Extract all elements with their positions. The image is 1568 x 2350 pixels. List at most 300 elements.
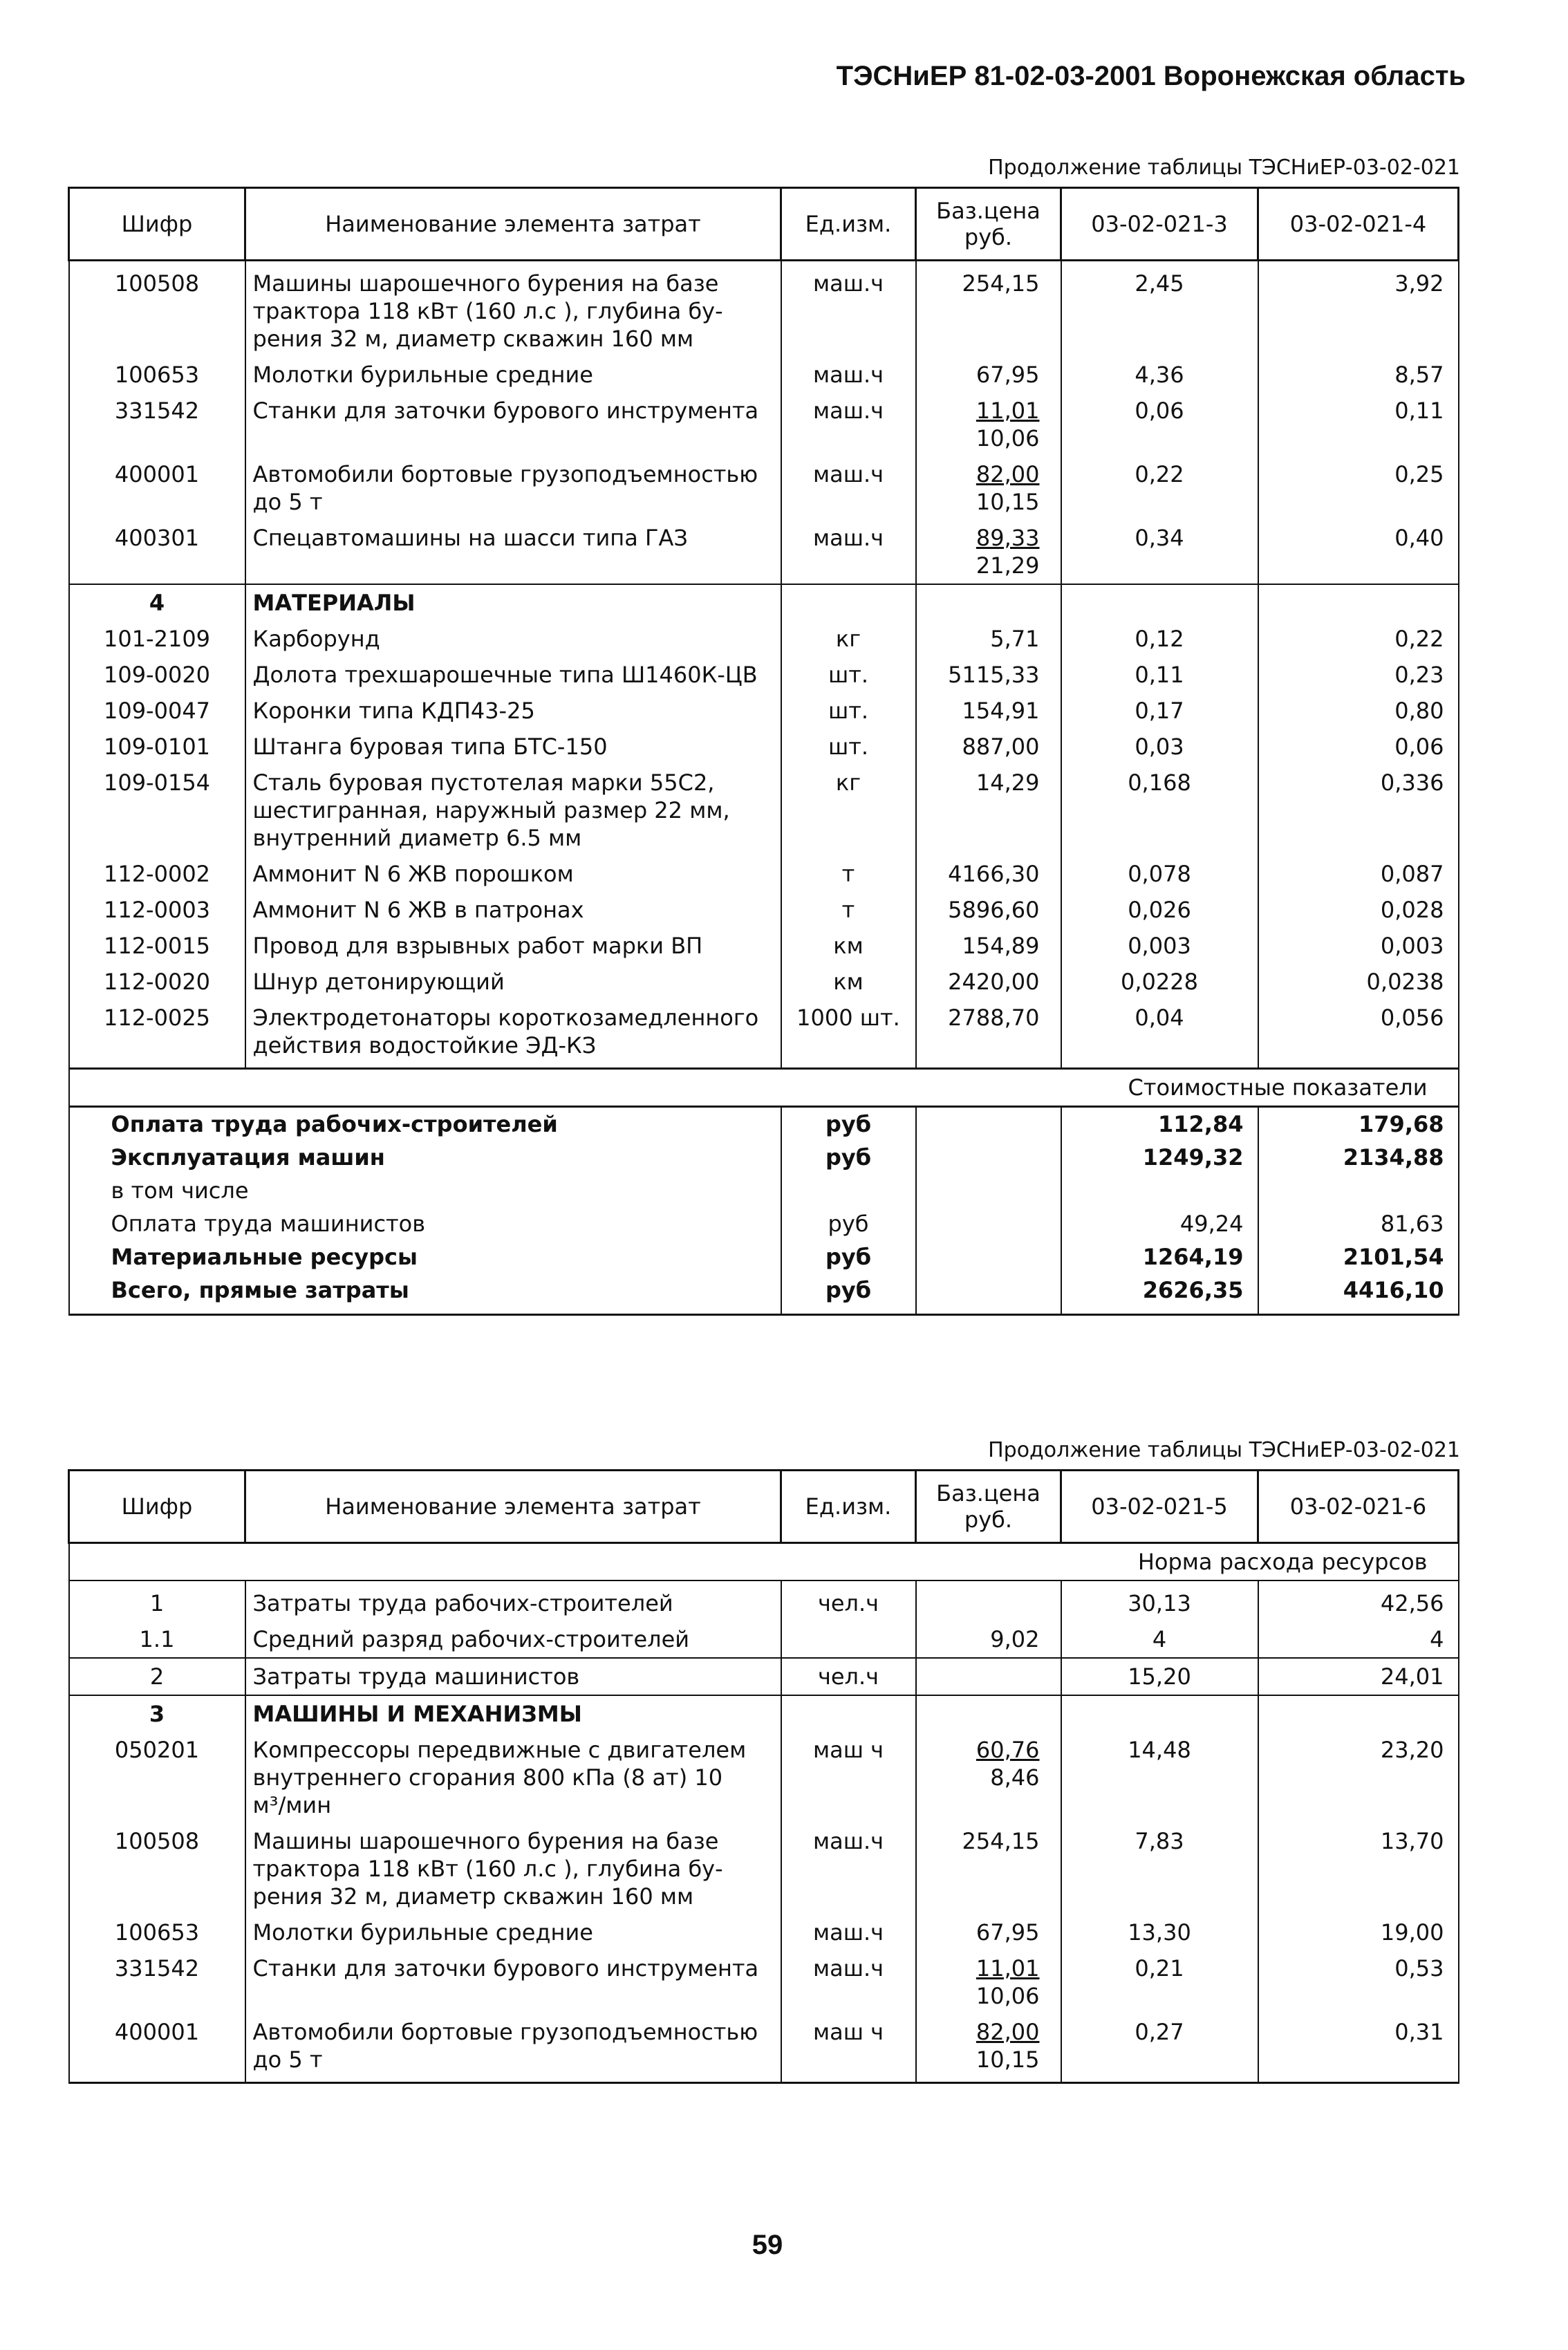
price-cell — [916, 892, 1061, 928]
norm-cell-1: 30,13 — [1061, 1580, 1258, 1621]
summary-unit: руб — [781, 1107, 916, 1141]
norm-cell-1: 2,45 — [1061, 261, 1258, 357]
price-wage-value: 10,06 — [976, 1983, 1040, 2009]
code-cell: 112-0015 — [69, 928, 245, 964]
price-value: 254,15 — [962, 1828, 1040, 1854]
name-cell — [245, 1621, 781, 1658]
summary-unit: руб — [781, 1141, 916, 1174]
code-cell: 400301 — [69, 520, 245, 584]
resource-table-2 — [68, 1469, 1459, 2084]
table-caption-2: Продолжение таблицы ТЭСНиЕР-03-02-021 — [988, 1438, 1460, 1462]
norm-cell-1 — [1061, 584, 1258, 621]
unit-cell: шт. — [781, 657, 916, 693]
norm-cell-2: 0,028 — [1258, 892, 1459, 928]
name-cell — [245, 2014, 781, 2083]
norm-cell-1: 0,0228 — [1061, 964, 1258, 1000]
code-cell: 112-0025 — [69, 1000, 245, 1069]
price-value: 254,15 — [962, 270, 1040, 297]
price-cell — [916, 393, 1061, 456]
summary-price — [916, 1207, 1061, 1240]
price-cell — [916, 693, 1061, 729]
name-cell — [245, 892, 781, 928]
norm-section-title: Норма расхода ресурсов — [69, 1543, 1459, 1581]
table-row — [69, 892, 1459, 928]
unit-cell: маш ч — [781, 1732, 916, 1823]
unit-cell: кг — [781, 765, 916, 856]
norm-cell-1: 15,20 — [1061, 1658, 1258, 1695]
code-cell: 100508 — [69, 1823, 245, 1914]
norm-cell-2: 0,056 — [1258, 1000, 1459, 1069]
col-header-code: Шифр — [69, 1471, 245, 1543]
code-cell: 101-2109 — [69, 621, 245, 657]
summary-value-2: 2101,54 — [1258, 1240, 1459, 1274]
norm-cell-2: 0,31 — [1258, 2014, 1459, 2083]
table-row — [69, 693, 1459, 729]
unit-cell: чел.ч — [781, 1658, 916, 1695]
name-cell — [245, 1658, 781, 1695]
code-cell: 331542 — [69, 393, 245, 456]
norm-cell-2: 0,80 — [1258, 693, 1459, 729]
col-header-price-line1: Баз.цена — [936, 1480, 1040, 1507]
name-cell — [245, 657, 781, 693]
name-cell — [245, 621, 781, 657]
norm-cell-2: 0,087 — [1258, 856, 1459, 892]
price-cell — [916, 1621, 1061, 1658]
norm-section — [69, 1543, 1459, 1581]
norm-cell-2: 0,003 — [1258, 928, 1459, 964]
unit-cell — [781, 1621, 916, 1658]
document-header: ТЭСНиЕР 81-02-03-2001 Воронежская область — [836, 61, 1466, 91]
col-header-price-line2: руб. — [964, 224, 1013, 250]
name-line: Провод для взрывных работ марки ВП — [252, 933, 703, 959]
name-cell — [245, 1732, 781, 1823]
norm-cell-1: 0,34 — [1061, 520, 1258, 584]
name-line: Компрессоры передвижные с двигателем — [252, 1737, 747, 1763]
code-cell: 112-0002 — [69, 856, 245, 892]
name-cell — [245, 357, 781, 393]
name-cell — [245, 393, 781, 456]
norm-cell-1: 4,36 — [1061, 357, 1258, 393]
price-cell — [916, 928, 1061, 964]
price-cell — [916, 261, 1061, 357]
name-cell — [245, 584, 781, 621]
summary-label: Оплата труда рабочих-строителей — [69, 1107, 781, 1141]
name-line: Автомобили бортовые грузоподъемностью — [252, 461, 758, 487]
norm-cell-1: 0,27 — [1061, 2014, 1258, 2083]
name-line: Аммонит N 6 ЖВ в патронах — [252, 897, 584, 923]
summary-value-1: 112,84 — [1061, 1107, 1258, 1141]
unit-cell: маш.ч — [781, 393, 916, 456]
table-row — [69, 1823, 1459, 1914]
norm-cell-1: 0,22 — [1061, 456, 1258, 520]
price-value: 2788,70 — [948, 1005, 1040, 1031]
col-header-norm-2: 03-02-021-4 — [1258, 188, 1459, 261]
price-value: 154,89 — [962, 933, 1040, 959]
table-row — [69, 1914, 1459, 1950]
table-row — [69, 393, 1459, 456]
unit-cell: чел.ч — [781, 1580, 916, 1621]
col-header-unit: Ед.изм. — [781, 188, 916, 261]
price-cell — [916, 1732, 1061, 1823]
name-cell — [245, 1914, 781, 1950]
unit-cell: шт. — [781, 693, 916, 729]
name-line: Сталь буровая пустотелая марки 55С2, — [252, 770, 715, 796]
col-header-name: Наименование элемента затрат — [245, 188, 781, 261]
price-value: 11,01 — [976, 1955, 1040, 1981]
unit-cell: шт. — [781, 729, 916, 765]
price-value: 89,33 — [976, 525, 1040, 551]
price-cell — [916, 657, 1061, 693]
price-cell — [916, 1695, 1061, 1732]
price-cell — [916, 2014, 1061, 2083]
col-header-norm-2: 03-02-021-6 — [1258, 1471, 1459, 1543]
summary-value-2: 81,63 — [1258, 1207, 1459, 1240]
price-value: 887,00 — [962, 734, 1040, 760]
norm-cell-2: 4 — [1258, 1621, 1459, 1658]
name-line: Коронки типа КДП43-25 — [252, 698, 535, 724]
summary-row — [69, 1274, 1459, 1315]
col-header-norm-1: 03-02-021-5 — [1061, 1471, 1258, 1543]
table-row — [69, 621, 1459, 657]
code-cell: 109-0020 — [69, 657, 245, 693]
norm-cell-2: 0,11 — [1258, 393, 1459, 456]
table-row — [69, 456, 1459, 520]
price-cell — [916, 856, 1061, 892]
norm-cell-2: 0,23 — [1258, 657, 1459, 693]
summary-label: Эксплуатация машин — [69, 1141, 781, 1174]
section-row — [69, 1543, 1459, 1581]
norm-cell-1: 0,11 — [1061, 657, 1258, 693]
unit-cell: маш.ч — [781, 1823, 916, 1914]
name-line: МАШИНЫ И МЕХАНИЗМЫ — [252, 1701, 582, 1727]
name-cell — [245, 765, 781, 856]
name-line: трактора 118 кВт (160 л.с ), глубина бу- — [252, 1856, 723, 1882]
norm-cell-2: 24,01 — [1258, 1658, 1459, 1695]
code-cell: 100653 — [69, 357, 245, 393]
name-cell — [245, 928, 781, 964]
price-value: 5115,33 — [948, 662, 1040, 688]
name-line: Станки для заточки бурового инструмента — [252, 1955, 759, 1981]
price-cell — [916, 520, 1061, 584]
resource-table — [68, 187, 1459, 1316]
summary-label: Материальные ресурсы — [69, 1240, 781, 1274]
price-value: 2420,00 — [948, 969, 1040, 995]
name-line: рения 32 м, диаметр скважин 160 мм — [252, 326, 694, 352]
price-value: 60,76 — [976, 1737, 1040, 1763]
col-header-name: Наименование элемента затрат — [245, 1471, 781, 1543]
name-line: Средний разряд рабочих-строителей — [252, 1626, 690, 1652]
unit-cell — [781, 1695, 916, 1732]
norm-cell-2: 0,53 — [1258, 1950, 1459, 2014]
price-cell — [916, 1823, 1061, 1914]
name-line: Шнур детонирующий — [252, 969, 505, 995]
summary-price — [916, 1240, 1061, 1274]
name-cell — [245, 1000, 781, 1069]
code-cell: 400001 — [69, 456, 245, 520]
summary-value-1: 49,24 — [1061, 1207, 1258, 1240]
price-value: 154,91 — [962, 698, 1040, 724]
norm-cell-2: 0,40 — [1258, 520, 1459, 584]
norm-cell-1: 4 — [1061, 1621, 1258, 1658]
unit-cell: маш.ч — [781, 261, 916, 357]
table-row — [69, 657, 1459, 693]
table-body-2 — [69, 1580, 1459, 2083]
unit-cell: кг — [781, 621, 916, 657]
col-header-price — [916, 1471, 1061, 1543]
unit-cell: маш.ч — [781, 520, 916, 584]
summary-row — [69, 1240, 1459, 1274]
price-cell — [916, 1000, 1061, 1069]
name-cell — [245, 693, 781, 729]
unit-cell: км — [781, 928, 916, 964]
summary-unit: руб — [781, 1207, 916, 1240]
table-caption: Продолжение таблицы ТЭСНиЕР-03-02-021 — [988, 156, 1460, 180]
summary-label: Оплата труда машинистов — [69, 1207, 781, 1240]
name-line: трактора 118 кВт (160 л.с ), глубина бу- — [252, 298, 723, 324]
table-row — [69, 357, 1459, 393]
price-value: 9,02 — [990, 1626, 1040, 1652]
unit-cell: т — [781, 856, 916, 892]
norm-cell-1: 0,21 — [1061, 1950, 1258, 2014]
summary-price — [916, 1174, 1061, 1207]
unit-cell: маш.ч — [781, 456, 916, 520]
price-wage-value: 10,06 — [976, 425, 1040, 451]
code-cell: 109-0047 — [69, 693, 245, 729]
name-line: Молотки бурильные средние — [252, 362, 593, 388]
norm-cell-2: 0,22 — [1258, 621, 1459, 657]
table-row — [69, 928, 1459, 964]
name-line: Автомобили бортовые грузоподъемностью — [252, 2019, 758, 2045]
name-cell — [245, 520, 781, 584]
name-line: Долота трехшарошечные типа Ш1460К-ЦВ — [252, 662, 758, 688]
norm-cell-1: 0,026 — [1061, 892, 1258, 928]
norm-cell-2: 23,20 — [1258, 1732, 1459, 1823]
name-line: Затраты труда машинистов — [252, 1663, 580, 1690]
price-cell — [916, 765, 1061, 856]
price-wage-value: 10,15 — [976, 2046, 1040, 2073]
summary-body — [69, 1107, 1459, 1315]
norm-cell-1: 0,03 — [1061, 729, 1258, 765]
table-header-row — [69, 1471, 1459, 1543]
norm-cell-2: 19,00 — [1258, 1914, 1459, 1950]
name-line: Затраты труда рабочих-строителей — [252, 1590, 673, 1616]
norm-cell-2: 13,70 — [1258, 1823, 1459, 1914]
norm-cell-2: 0,0238 — [1258, 964, 1459, 1000]
name-line: действия водостойкие ЭД-КЗ — [252, 1032, 597, 1059]
norm-cell-2: 8,57 — [1258, 357, 1459, 393]
table-row — [69, 964, 1459, 1000]
name-line: Машины шарошечного бурения на базе — [252, 270, 719, 297]
name-line: МАТЕРИАЛЫ — [252, 590, 416, 616]
summary-row — [69, 1141, 1459, 1174]
norm-cell-1: 0,04 — [1061, 1000, 1258, 1069]
col-header-norm-1: 03-02-021-3 — [1061, 188, 1258, 261]
price-value: 82,00 — [976, 461, 1040, 487]
summary-price — [916, 1141, 1061, 1174]
summary-unit: руб — [781, 1240, 916, 1274]
name-line: внутренний диаметр 6.5 мм — [252, 825, 582, 851]
norm-cell-1: 14,48 — [1061, 1732, 1258, 1823]
summary-value-1 — [1061, 1174, 1258, 1207]
code-cell: 100653 — [69, 1914, 245, 1950]
price-value: 11,01 — [976, 398, 1040, 424]
code-cell: 3 — [69, 1695, 245, 1732]
price-cell — [916, 964, 1061, 1000]
summary-value-2: 4416,10 — [1258, 1274, 1459, 1315]
norm-cell-2 — [1258, 584, 1459, 621]
summary-row — [69, 1207, 1459, 1240]
price-cell — [916, 456, 1061, 520]
price-wage-value: 10,15 — [976, 489, 1040, 515]
name-cell — [245, 1695, 781, 1732]
name-line: рения 32 м, диаметр скважин 160 мм — [252, 1883, 694, 1910]
summary-price — [916, 1274, 1061, 1315]
table-body — [69, 261, 1459, 1069]
norm-cell-1: 0,003 — [1061, 928, 1258, 964]
norm-cell-1: 0,12 — [1061, 621, 1258, 657]
table-row — [69, 520, 1459, 584]
code-cell: 050201 — [69, 1732, 245, 1823]
summary-row — [69, 1107, 1459, 1141]
name-line: шестигранная, наружный размер 22 мм, — [252, 797, 730, 823]
norm-cell-1: 0,168 — [1061, 765, 1258, 856]
name-cell — [245, 964, 781, 1000]
price-cell — [916, 357, 1061, 393]
table-row — [69, 261, 1459, 357]
name-line: внутреннего сгорания 800 кПа (8 ат) 10 — [252, 1764, 723, 1791]
col-header-code: Шифр — [69, 188, 245, 261]
norm-cell-1: 7,83 — [1061, 1823, 1258, 1914]
unit-cell: маш.ч — [781, 1914, 916, 1950]
summary-label: Всего, прямые затраты — [69, 1274, 781, 1315]
summary-value-2 — [1258, 1174, 1459, 1207]
price-value: 5896,60 — [948, 897, 1040, 923]
name-line: Молотки бурильные средние — [252, 1919, 593, 1946]
norm-cell-2: 0,25 — [1258, 456, 1459, 520]
code-cell: 2 — [69, 1658, 245, 1695]
unit-cell: 1000 шт. — [781, 1000, 916, 1069]
name-cell — [245, 261, 781, 357]
name-cell — [245, 729, 781, 765]
unit-cell: маш.ч — [781, 357, 916, 393]
code-cell: 1 — [69, 1580, 245, 1621]
norm-cell-2: 0,06 — [1258, 729, 1459, 765]
table-row — [69, 1732, 1459, 1823]
name-cell — [245, 1823, 781, 1914]
table-row — [69, 1580, 1459, 1621]
summary-unit — [781, 1174, 916, 1207]
summary-row — [69, 1174, 1459, 1207]
norm-cell-2: 0,336 — [1258, 765, 1459, 856]
table-row — [69, 2014, 1459, 2083]
page-number: 59 — [752, 2230, 783, 2260]
code-cell: 109-0101 — [69, 729, 245, 765]
name-cell — [245, 1950, 781, 2014]
name-cell — [245, 856, 781, 892]
summary-value-1: 2626,35 — [1061, 1274, 1258, 1315]
norm-cell-1 — [1061, 1695, 1258, 1732]
summary-unit: руб — [781, 1274, 916, 1315]
norm-cell-1: 0,078 — [1061, 856, 1258, 892]
unit-cell — [781, 584, 916, 621]
price-wage-value: 8,46 — [990, 1764, 1040, 1791]
price-cell — [916, 621, 1061, 657]
price-value: 4166,30 — [948, 861, 1040, 887]
table-row — [69, 856, 1459, 892]
price-cell — [916, 584, 1061, 621]
col-header-price-line1: Баз.цена — [936, 198, 1040, 224]
unit-cell: км — [781, 964, 916, 1000]
code-cell: 4 — [69, 584, 245, 621]
name-cell — [245, 1580, 781, 1621]
price-cell — [916, 1914, 1061, 1950]
price-value: 67,95 — [976, 1919, 1040, 1946]
price-value: 14,29 — [976, 770, 1040, 796]
table-row — [69, 729, 1459, 765]
table-row — [69, 1621, 1459, 1658]
price-cell — [916, 1950, 1061, 2014]
norm-cell-2: 42,56 — [1258, 1580, 1459, 1621]
price-cell — [916, 729, 1061, 765]
name-line: Станки для заточки бурового инструмента — [252, 398, 759, 424]
col-header-price — [916, 188, 1061, 261]
summary-price — [916, 1107, 1061, 1141]
code-cell: 400001 — [69, 2014, 245, 2083]
unit-cell: маш ч — [781, 2014, 916, 2083]
code-cell: 100508 — [69, 261, 245, 357]
summary-value-2: 179,68 — [1258, 1107, 1459, 1141]
name-line: Спецавтомашины на шасси типа ГАЗ — [252, 525, 688, 551]
name-line: Штанга буровая типа БТС-150 — [252, 734, 608, 760]
table-row — [69, 1950, 1459, 2014]
norm-cell-1: 13,30 — [1061, 1914, 1258, 1950]
unit-cell: маш.ч — [781, 1950, 916, 2014]
code-cell: 112-0003 — [69, 892, 245, 928]
code-cell: 109-0154 — [69, 765, 245, 856]
name-cell — [245, 456, 781, 520]
norm-cell-1: 0,06 — [1061, 393, 1258, 456]
cost-summary — [69, 1069, 1459, 1107]
summary-value-1: 1249,32 — [1061, 1141, 1258, 1174]
price-value: 5,71 — [990, 626, 1040, 652]
col-header-unit: Ед.изм. — [781, 1471, 916, 1543]
summary-label: в том числе — [69, 1174, 781, 1207]
norm-cell-2: 3,92 — [1258, 261, 1459, 357]
norm-cell-1: 0,17 — [1061, 693, 1258, 729]
table-header-row — [69, 188, 1459, 261]
table-row — [69, 1658, 1459, 1695]
table-row — [69, 1695, 1459, 1732]
table-row — [69, 1000, 1459, 1069]
summary-value-2: 2134,88 — [1258, 1141, 1459, 1174]
name-line: Электродетонаторы короткозамедленного — [252, 1005, 759, 1031]
name-line: до 5 т — [252, 2046, 323, 2073]
code-cell: 331542 — [69, 1950, 245, 2014]
name-line: м³/мин — [252, 1792, 332, 1818]
table-row — [69, 584, 1459, 621]
col-header-price-line2: руб. — [964, 1507, 1013, 1533]
code-cell: 112-0020 — [69, 964, 245, 1000]
table-row — [69, 765, 1459, 856]
price-value: 82,00 — [976, 2019, 1040, 2045]
code-cell: 1.1 — [69, 1621, 245, 1658]
name-line: Аммонит N 6 ЖВ порошком — [252, 861, 574, 887]
price-wage-value: 21,29 — [976, 552, 1040, 579]
section-row — [69, 1069, 1459, 1107]
norm-cell-2 — [1258, 1695, 1459, 1732]
name-line: Карборунд — [252, 626, 380, 652]
cost-section-title: Стоимостные показатели — [69, 1069, 1459, 1107]
